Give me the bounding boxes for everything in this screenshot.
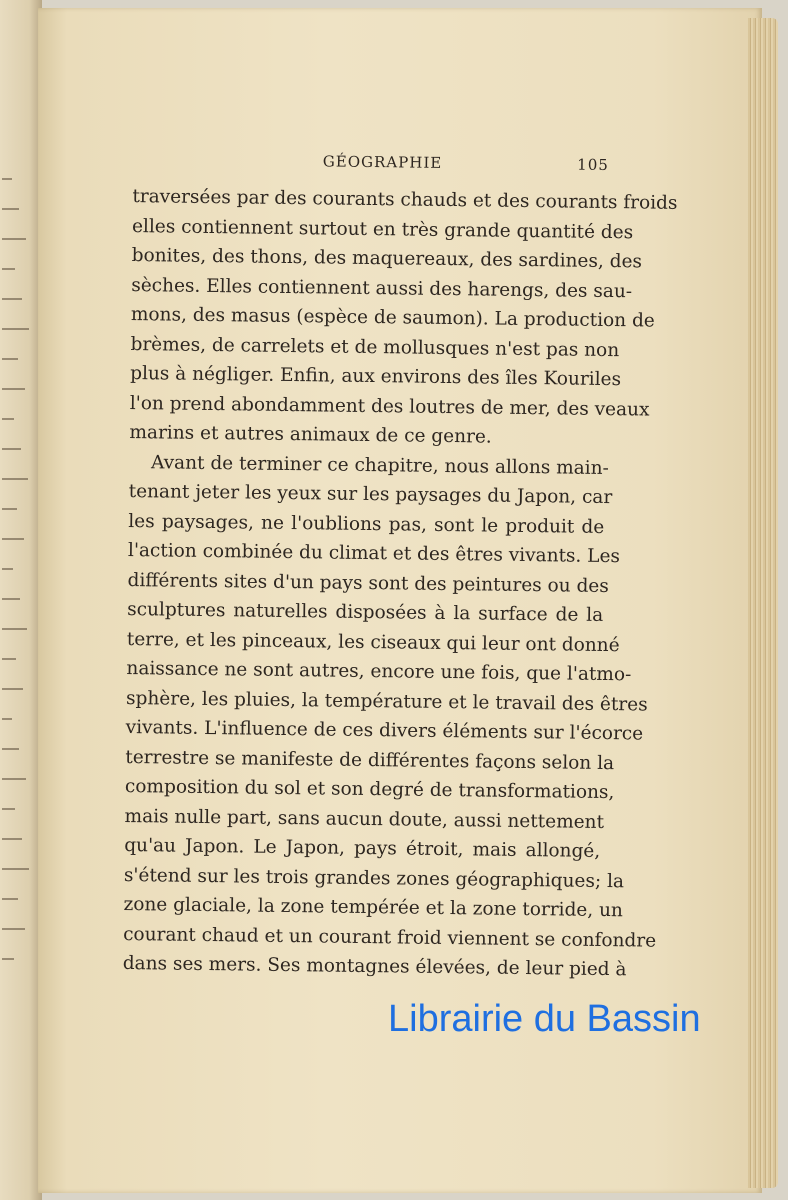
text-line: dans ses mers. Ses montagnes élevées, de leur pied à xyxy=(122,952,627,981)
facing-page-text-fragment xyxy=(2,475,28,483)
text-line: vivants. L'influence de ces divers éléments sur l'écorce xyxy=(125,716,644,745)
facing-page-text-fragment xyxy=(2,925,25,933)
text-line: les paysages, ne l'oublions pas, sont le produit de xyxy=(128,510,605,538)
text-line: terrestre se manifeste de différentes façons selon la xyxy=(125,746,615,774)
facing-page-text-fragment xyxy=(2,325,29,333)
facing-page-text-fragment xyxy=(2,535,24,543)
facing-page-text-fragment xyxy=(2,895,18,903)
facing-page-text-fragment xyxy=(2,655,16,663)
facing-page-text-fragment xyxy=(2,445,21,453)
text-line: mais nulle part, sans aucun doute, aussi nettement xyxy=(124,805,605,833)
text-line: mons, des masus (espèce de saumon). La production de xyxy=(130,303,655,332)
facing-page-text-fragment xyxy=(2,415,14,423)
text-line: terre, et les pinceaux, les ciseaux qui leur ont donné xyxy=(126,628,620,656)
facing-page-text-fragment xyxy=(2,205,19,213)
watermark: Librairie du Bassin xyxy=(388,998,701,1040)
facing-page-text-fragment xyxy=(2,295,22,303)
facing-page-text-fragment xyxy=(2,235,26,243)
running-title: GÉOGRAPHIE xyxy=(322,152,443,172)
text-line: différents sites d'un pays sont des peintures ou des xyxy=(127,569,609,597)
text-line: l'on prend abondamment des loutres de mer, des veaux xyxy=(129,392,650,421)
facing-page-edge xyxy=(0,0,42,1200)
text-line: marins et autres animaux de ce genre. xyxy=(129,421,492,448)
text-line: tenant jeter les yeux sur les paysages du Japon, car xyxy=(128,480,613,509)
text-line: traversées par des courants chauds et des courants froids xyxy=(132,185,678,214)
text-line: composition du sol et son degré de transformations, xyxy=(124,775,615,804)
facing-page-text-fragment xyxy=(2,505,17,513)
text-line: elles contiennent surtout en très grande quantité des xyxy=(131,215,634,243)
facing-page-text-fragment xyxy=(2,385,25,393)
facing-page-text-fragment xyxy=(2,775,26,783)
facing-page-text-fragment xyxy=(2,745,19,753)
text-line: sphère, les pluies, la température et le travail des êtres xyxy=(125,687,648,716)
text-line: sèches. Elles contiennent aussi des harengs, des sau- xyxy=(131,274,633,302)
text-line: qu'au Japon. Le Japon, pays étroit, mais allongé, xyxy=(124,834,601,862)
body-text xyxy=(122,182,678,984)
text-line: l'action combinée du climat et des êtres vivants. Les xyxy=(127,539,621,568)
text-line: sculptures naturelles disposées à la surface de la xyxy=(127,598,604,626)
facing-page-text-fragment xyxy=(2,265,15,273)
facing-page-text-fragment xyxy=(2,685,23,693)
page-text xyxy=(122,150,678,984)
text-line: courant chaud et un courant froid viennent se confondre xyxy=(123,923,657,952)
text-line: plus à négliger. Enfin, aux environs des îles Kouriles xyxy=(130,362,622,391)
facing-page-text-fragment xyxy=(2,955,14,963)
text-line: brèmes, de carrelets et de mollusques n'est pas non xyxy=(130,333,620,361)
text-line: bonites, des thons, des maquereaux, des sardines, des xyxy=(131,244,643,273)
facing-page-text-fragment xyxy=(2,865,29,873)
facing-page-text-fragment xyxy=(2,175,12,183)
facing-page-text-fragment xyxy=(2,715,12,723)
text-line: s'étend sur les trois grandes zones géographiques; la xyxy=(123,864,625,892)
facing-page-text-fragment xyxy=(2,355,18,363)
facing-page-text-fragment xyxy=(2,565,13,573)
page-number: 105 xyxy=(577,155,609,174)
text-line: naissance ne sont autres, encore une fois, que l'atmo- xyxy=(126,657,632,686)
facing-page-text-fragment xyxy=(2,625,27,633)
text-line: Avant de terminer ce chapitre, nous allons main- xyxy=(150,451,609,479)
facing-page-text-fragment xyxy=(2,595,20,603)
page-edges xyxy=(748,18,778,1188)
facing-page-text-fragment xyxy=(2,835,22,843)
text-line: zone glaciale, la zone tempérée et la zone torride, un xyxy=(123,893,624,922)
facing-page-text-fragment xyxy=(2,805,15,813)
